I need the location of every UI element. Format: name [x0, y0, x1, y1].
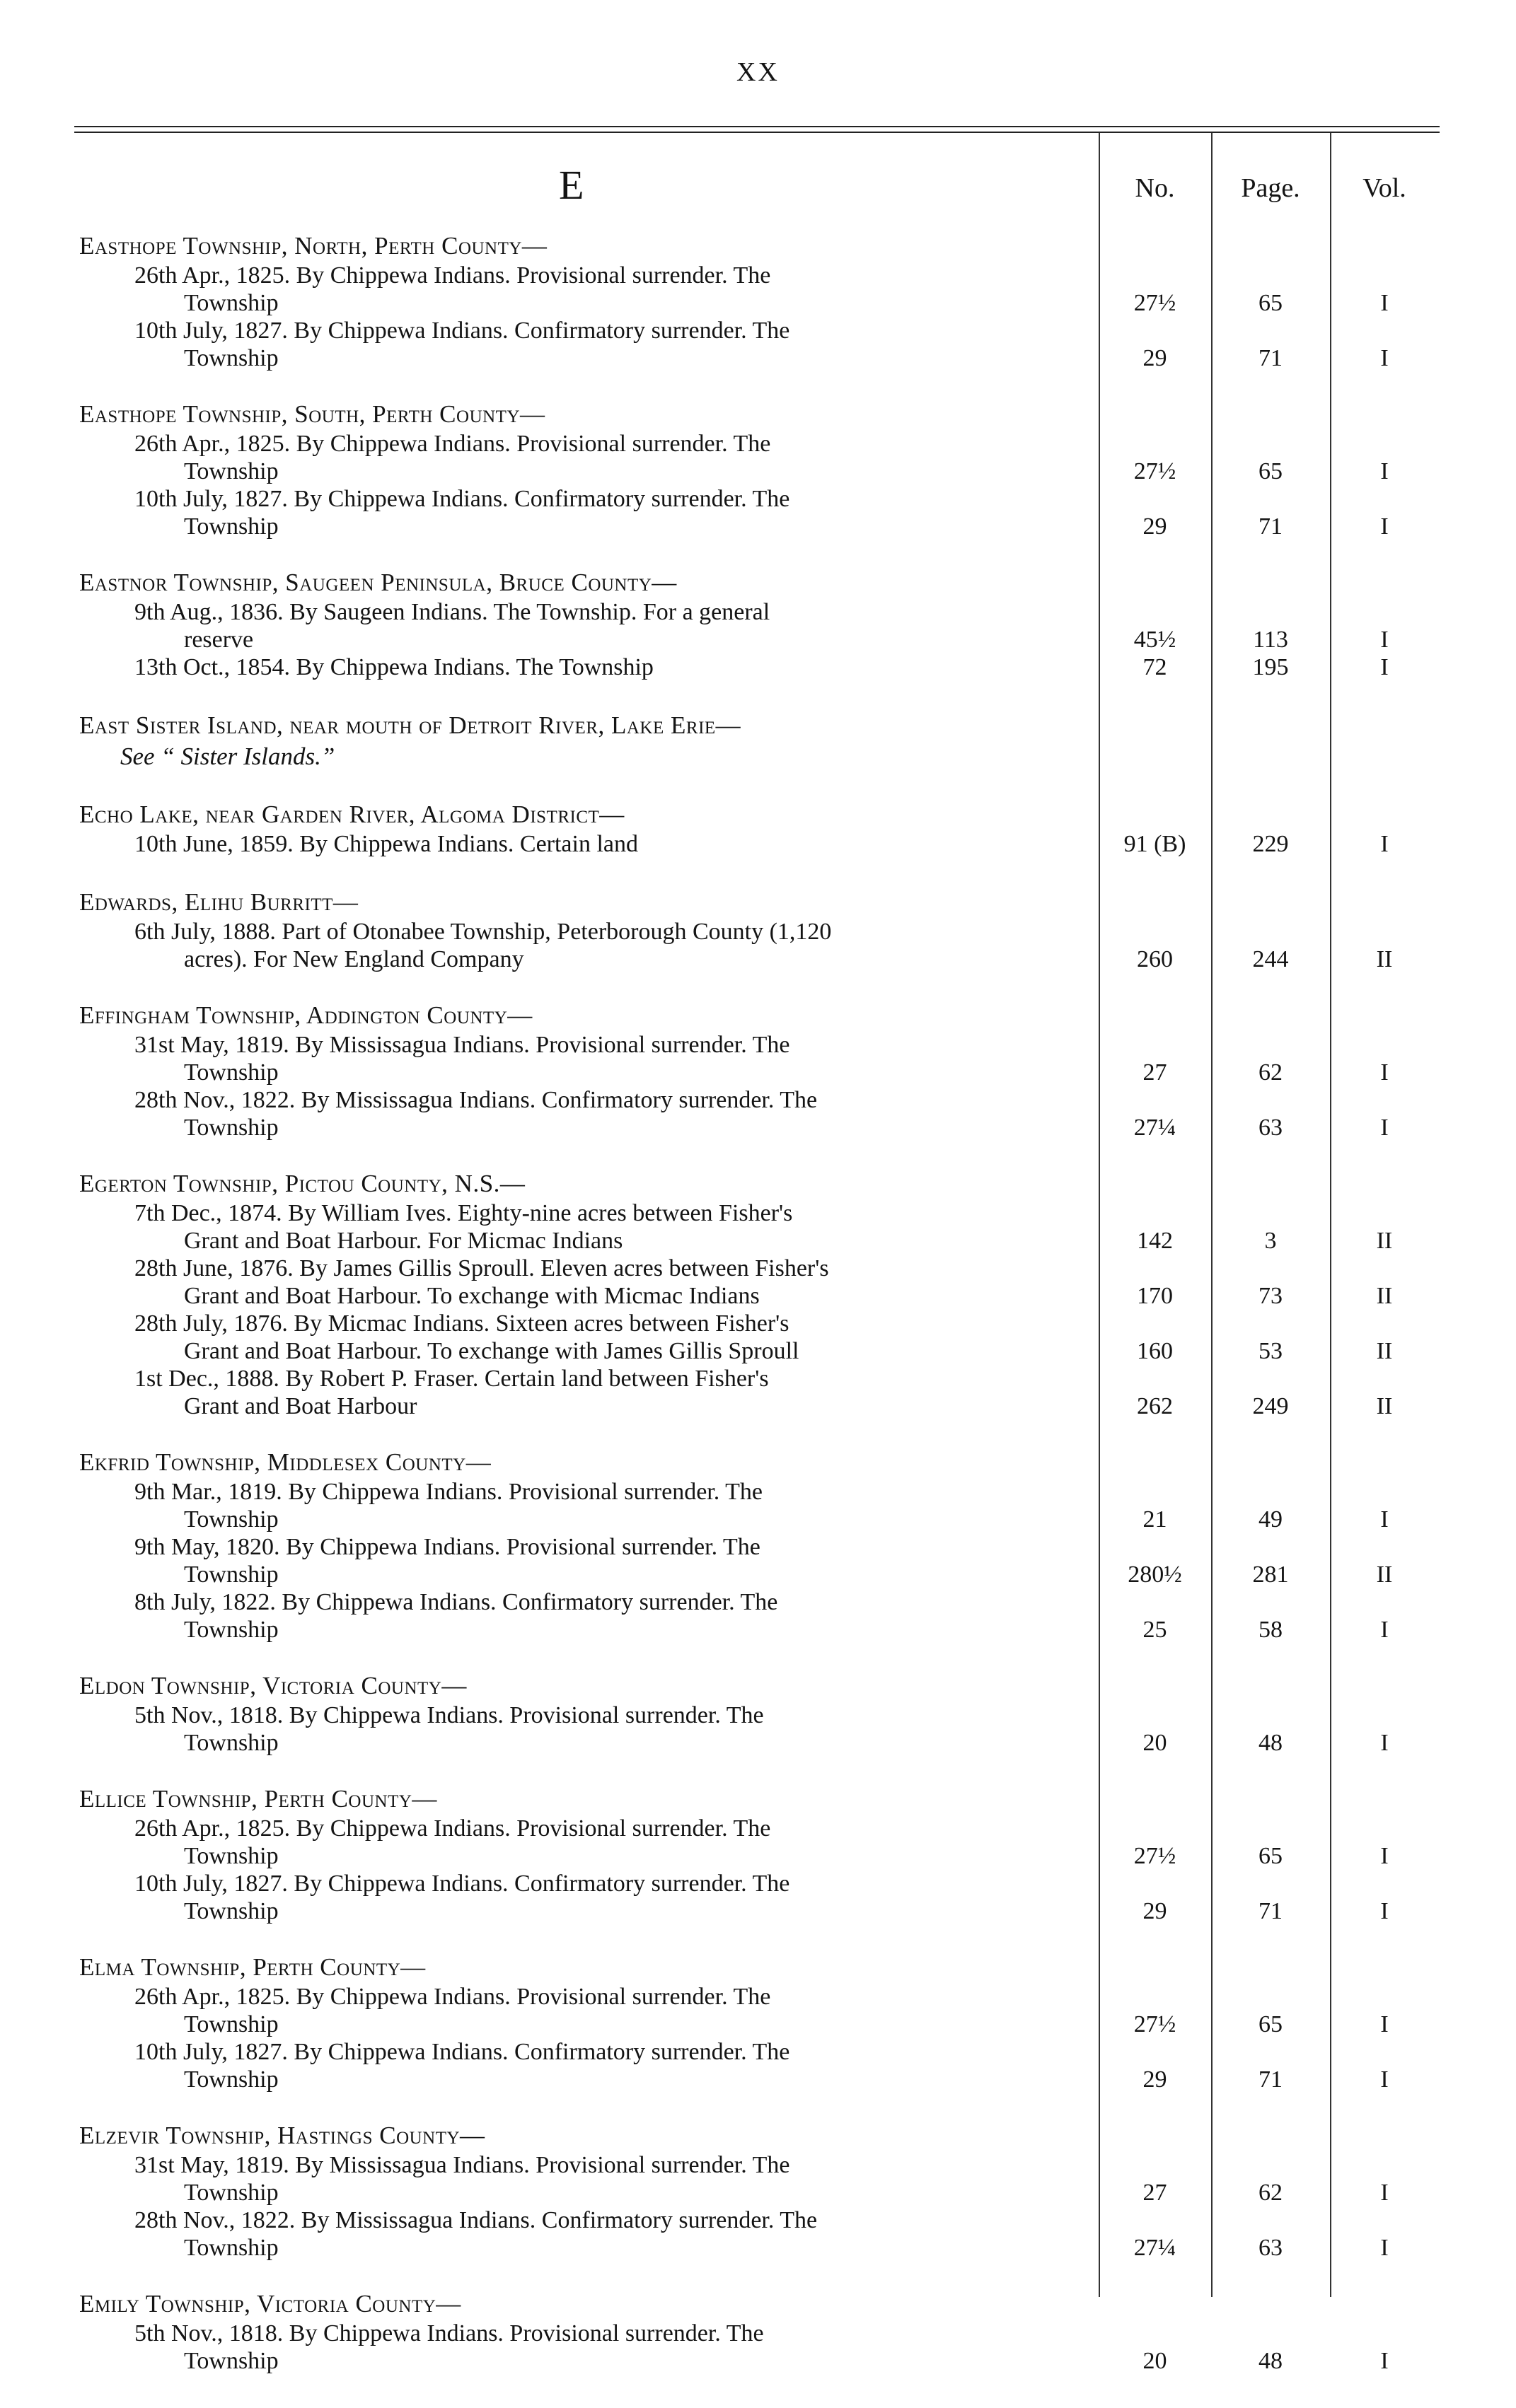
treaty-row	[0, 1815, 1516, 1870]
treaty-page: 244	[1252, 946, 1289, 972]
section-letter: E	[559, 162, 584, 208]
treaty-description-line: 28th Nov., 1822. By Mississagua Indians. Confirmatory surrender. The	[134, 2207, 818, 2233]
treaty-description	[134, 1255, 1093, 1310]
treaty-row	[0, 918, 1516, 973]
treaty-description-line: 28th Nov., 1822. By Mississagua Indians. Confirmatory surrender. The	[134, 1087, 818, 1113]
treaty-row	[0, 2206, 1516, 2262]
treaty-description-line: 26th Apr., 1825. By Chippewa Indians. Provisional surrender. The	[134, 1815, 771, 1842]
treaty-description	[134, 1870, 1093, 1925]
treaty-volume: II	[1376, 1561, 1393, 1588]
treaty-row	[0, 830, 1516, 860]
treaty-page: 49	[1258, 1506, 1283, 1532]
treaty-volume: I	[1380, 290, 1389, 316]
treaty-page: 65	[1258, 290, 1283, 316]
treaty-description-continuation: Township	[184, 1115, 279, 1141]
treaty-row	[0, 1870, 1516, 1925]
treaty-number: 27½	[1133, 1843, 1176, 1869]
entry-title: Easthope Township, South, Perth County—	[79, 400, 545, 428]
treaty-row	[0, 317, 1516, 372]
index-entry	[0, 1952, 1516, 2093]
treaty-row	[0, 1086, 1516, 1141]
treaty-row	[0, 1310, 1516, 1365]
treaty-description-continuation: Township	[184, 2235, 279, 2261]
treaty-row	[0, 653, 1516, 683]
treaty-description-continuation: Township	[184, 1898, 279, 1924]
treaty-description	[134, 485, 1093, 540]
treaty-description	[134, 1086, 1093, 1141]
treaty-description-line: 10th June, 1859. By Chippewa Indians. Certain land	[134, 831, 639, 857]
treaty-description	[134, 598, 1093, 653]
treaty-description	[134, 830, 1093, 858]
treaty-page: 113	[1253, 627, 1288, 653]
treaty-row	[0, 1588, 1516, 1644]
treaty-description-continuation: Township	[184, 2180, 279, 2206]
treaty-volume: I	[1380, 458, 1389, 484]
treaty-description-continuation: Township	[184, 1506, 279, 1532]
treaty-row	[0, 1255, 1516, 1310]
index-entry	[0, 1168, 1516, 1420]
treaty-volume: I	[1380, 2235, 1389, 2261]
treaty-volume: II	[1376, 1283, 1393, 1309]
treaty-description	[134, 1031, 1093, 1086]
treaty-volume: II	[1376, 1228, 1393, 1254]
treaty-volume: I	[1380, 2011, 1389, 2037]
treaty-row	[0, 2151, 1516, 2206]
treaty-description	[134, 2038, 1093, 2093]
treaty-row	[0, 2320, 1516, 2375]
treaty-page: 281	[1252, 1561, 1289, 1588]
treaty-volume: I	[1380, 2348, 1389, 2374]
treaty-volume: I	[1380, 1617, 1389, 1643]
column-headers	[0, 162, 1516, 215]
entry-title: Elma Township, Perth County—	[79, 1953, 426, 1981]
treaty-description-line: 26th Apr., 1825. By Chippewa Indians. Provisional surrender. The	[134, 431, 771, 457]
index-entry	[0, 1000, 1516, 1141]
treaty-volume: I	[1380, 1730, 1389, 1756]
treaty-row	[0, 1365, 1516, 1420]
treaty-description-line: 9th Aug., 1836. By Saugeen Indians. The Township. For a general	[134, 599, 770, 625]
entry-title: Egerton Township, Pictou County, N.S.—	[79, 1170, 526, 1197]
treaty-description-continuation: Grant and Boat Harbour. To exchange with James Gillis Sproull	[184, 1338, 799, 1364]
treaty-volume: I	[1380, 1506, 1389, 1532]
treaty-description	[134, 1478, 1093, 1533]
treaty-number: 29	[1142, 345, 1167, 371]
entry-title: Eastnor Township, Saugeen Peninsula, Bruce County—	[79, 569, 677, 596]
treaty-description-continuation: Township	[184, 458, 279, 484]
index-entry	[0, 1670, 1516, 1757]
treaty-page: 65	[1258, 2011, 1283, 2037]
treaty-description-line: 13th Oct., 1854. By Chippewa Indians. The Township	[134, 654, 654, 680]
treaty-volume: I	[1380, 1115, 1389, 1141]
treaty-description	[134, 653, 1093, 681]
treaty-description-line: 10th July, 1827. By Chippewa Indians. Confirmatory surrender. The	[134, 2039, 790, 2065]
entry-title: Eldon Township, Victoria County—	[79, 1672, 467, 1699]
treaty-page: 63	[1258, 1115, 1283, 1141]
treaty-row	[0, 598, 1516, 653]
treaty-description	[134, 2206, 1093, 2262]
treaty-description	[134, 1365, 1093, 1420]
treaty-volume: II	[1376, 1338, 1393, 1364]
treaty-number: 260	[1137, 946, 1173, 972]
treaty-description-continuation: Township	[184, 290, 279, 316]
treaty-page: 65	[1258, 1843, 1283, 1869]
index-entry	[0, 2120, 1516, 2262]
treaty-description-continuation: Township	[184, 2011, 279, 2037]
treaty-page: 71	[1258, 1898, 1283, 1924]
entry-title: Edwards, Elihu Burritt—	[79, 888, 359, 916]
treaty-description-line: 26th Apr., 1825. By Chippewa Indians. Provisional surrender. The	[134, 262, 771, 289]
treaty-volume: I	[1380, 654, 1389, 680]
treaty-description-continuation: reserve	[184, 627, 254, 653]
treaty-page: 48	[1258, 2348, 1283, 2374]
treaty-row	[0, 485, 1516, 540]
treaty-row	[0, 1199, 1516, 1255]
treaty-description-line: 6th July, 1888. Part of Otonabee Township, Peterborough County (1,120	[134, 919, 832, 945]
treaty-description-line: 5th Nov., 1818. By Chippewa Indians. Provisional surrender. The	[134, 2320, 764, 2346]
treaty-number: 20	[1142, 2348, 1167, 2374]
treaty-page: 73	[1258, 1283, 1283, 1309]
treaty-description	[134, 2320, 1093, 2375]
treaty-description	[134, 262, 1093, 317]
treaty-number: 91 (B)	[1123, 831, 1186, 857]
treaty-description-line: 5th Nov., 1818. By Chippewa Indians. Provisional surrender. The	[134, 1702, 764, 1728]
page-number: XX	[736, 57, 780, 87]
treaty-number: 280½	[1128, 1561, 1182, 1588]
treaty-number: 170	[1137, 1283, 1173, 1309]
treaty-row	[0, 430, 1516, 485]
treaty-page: 58	[1258, 1617, 1283, 1643]
treaty-number: 45½	[1133, 627, 1176, 653]
treaty-description	[134, 918, 1093, 973]
treaty-volume: I	[1380, 1898, 1389, 1924]
treaty-volume: II	[1376, 946, 1393, 972]
treaty-page: 249	[1252, 1393, 1289, 1419]
treaty-description-line: 26th Apr., 1825. By Chippewa Indians. Provisional surrender. The	[134, 1984, 771, 2010]
treaty-row	[0, 262, 1516, 317]
treaty-volume: I	[1380, 1843, 1389, 1869]
treaty-number: 27½	[1133, 2011, 1176, 2037]
treaty-description	[134, 1588, 1093, 1644]
treaty-description-line: 1st Dec., 1888. By Robert P. Fraser. Certain land between Fisher's	[134, 1366, 769, 1392]
treaty-page: 71	[1258, 345, 1283, 371]
treaty-row	[0, 1478, 1516, 1533]
treaty-volume: I	[1380, 831, 1389, 857]
column-header-page: Page.	[1241, 173, 1300, 203]
treaty-page: 62	[1258, 2180, 1283, 2206]
treaty-description-continuation: Township	[184, 1617, 279, 1643]
treaty-description-continuation: Township	[184, 1059, 279, 1086]
treaty-description-line: 10th July, 1827. By Chippewa Indians. Confirmatory surrender. The	[134, 1871, 790, 1897]
treaty-volume: I	[1380, 513, 1389, 540]
treaty-number: 27¼	[1133, 2235, 1176, 2261]
treaty-description-continuation: Township	[184, 2348, 279, 2374]
treaty-description	[134, 1199, 1093, 1255]
column-header-vol: Vol.	[1362, 173, 1406, 203]
treaty-description-continuation: Township	[184, 2066, 279, 2093]
treaty-page: 65	[1258, 458, 1283, 484]
treaty-description-line: 10th July, 1827. By Chippewa Indians. Confirmatory surrender. The	[134, 486, 790, 512]
entry-title: Emily Township, Victoria County—	[79, 2290, 461, 2317]
index-entries	[0, 231, 1516, 2402]
treaty-description	[134, 317, 1093, 372]
treaty-number: 27¼	[1133, 1115, 1176, 1141]
entry-cross-reference: See “ Sister Islands.”	[120, 743, 335, 770]
treaty-row	[0, 2038, 1516, 2093]
entry-title: Ellice Township, Perth County—	[79, 1785, 437, 1813]
treaty-number: 262	[1137, 1393, 1173, 1419]
index-entry	[0, 231, 1516, 372]
entry-title: Elzevir Township, Hastings County—	[79, 2122, 485, 2149]
treaty-description-line: 7th Dec., 1874. By William Ives. Eighty-nine acres between Fisher's	[134, 1200, 793, 1226]
treaty-number: 160	[1137, 1338, 1173, 1364]
entry-title: Effingham Township, Addington County—	[79, 1001, 533, 1029]
index-entry	[0, 1447, 1516, 1644]
column-header-no: No.	[1135, 173, 1175, 203]
header-rule	[74, 126, 1440, 133]
treaty-description	[134, 1983, 1093, 2038]
entry-title: Easthope Township, North, Perth County—	[79, 232, 548, 260]
treaty-description-continuation: Grant and Boat Harbour. To exchange with Micmac Indians	[184, 1283, 760, 1309]
index-entry	[0, 399, 1516, 540]
index-entry	[0, 1784, 1516, 1925]
index-entry	[0, 887, 1516, 973]
treaty-description-continuation: Grant and Boat Harbour. For Micmac Indians	[184, 1228, 623, 1254]
treaty-number: 27	[1142, 2180, 1167, 2206]
treaty-page: 53	[1258, 1338, 1283, 1364]
index-entry	[0, 2288, 1516, 2375]
treaty-number: 20	[1142, 1730, 1167, 1756]
treaty-number: 142	[1137, 1228, 1173, 1254]
treaty-page: 48	[1258, 1730, 1283, 1756]
treaty-number: 27½	[1133, 458, 1176, 484]
treaty-number: 29	[1142, 2066, 1167, 2093]
treaty-page: 3	[1264, 1228, 1277, 1254]
treaty-description	[134, 1310, 1093, 1365]
treaty-description-continuation: Township	[184, 345, 279, 371]
treaty-page: 62	[1258, 1059, 1283, 1086]
treaty-row	[0, 1031, 1516, 1086]
treaty-description-line: 31st May, 1819. By Mississagua Indians. Provisional surrender. The	[134, 2152, 790, 2178]
treaty-description	[134, 1702, 1093, 1757]
treaty-description-continuation: Township	[184, 513, 279, 540]
treaty-number: 72	[1142, 654, 1167, 680]
treaty-page: 63	[1258, 2235, 1283, 2261]
treaty-description-line: 28th June, 1876. By James Gillis Sproull. Eleven acres between Fisher's	[134, 1255, 829, 1281]
treaty-number: 21	[1142, 1506, 1167, 1532]
treaty-number: 27	[1142, 1059, 1167, 1086]
treaty-volume: I	[1380, 1059, 1389, 1086]
treaty-row	[0, 1983, 1516, 2038]
treaty-volume: I	[1380, 627, 1389, 653]
treaty-description-continuation: Township	[184, 1561, 279, 1588]
treaty-row	[0, 1533, 1516, 1588]
treaty-description-continuation: Township	[184, 1843, 279, 1869]
treaty-description-continuation: Grant and Boat Harbour	[184, 1393, 417, 1419]
index-entry	[0, 799, 1516, 860]
treaty-description-line: 31st May, 1819. By Mississagua Indians. Provisional surrender. The	[134, 1032, 790, 1058]
treaty-number: 29	[1142, 1898, 1167, 1924]
treaty-description-line: 8th July, 1822. By Chippewa Indians. Confirmatory surrender. The	[134, 1589, 778, 1615]
treaty-page: 195	[1252, 654, 1289, 680]
index-entry	[0, 710, 1516, 772]
entry-title: Ekfrid Township, Middlesex County—	[79, 1448, 492, 1476]
treaty-page: 71	[1258, 2066, 1283, 2093]
treaty-description-line: 9th May, 1820. By Chippewa Indians. Provisional surrender. The	[134, 1534, 760, 1560]
treaty-volume: I	[1380, 345, 1389, 371]
treaty-page: 229	[1252, 831, 1289, 857]
treaty-description-line: 9th Mar., 1819. By Chippewa Indians. Provisional surrender. The	[134, 1479, 763, 1505]
treaty-description-line: 10th July, 1827. By Chippewa Indians. Confirmatory surrender. The	[134, 318, 790, 344]
entry-title: Echo Lake, near Garden River, Algoma District—	[79, 801, 625, 828]
treaty-volume: I	[1380, 2066, 1389, 2093]
treaty-row	[0, 1702, 1516, 1757]
treaty-description-line: 28th July, 1876. By Micmac Indians. Sixteen acres between Fisher's	[134, 1310, 789, 1337]
treaty-volume: II	[1376, 1393, 1393, 1419]
index-entry	[0, 567, 1516, 683]
treaty-description-continuation: acres). For New England Company	[184, 946, 524, 972]
treaty-page: 71	[1258, 513, 1283, 540]
treaty-description	[134, 1815, 1093, 1870]
treaty-number: 27½	[1133, 290, 1176, 316]
treaty-volume: I	[1380, 2180, 1389, 2206]
treaty-description	[134, 2151, 1093, 2206]
treaty-description	[134, 1533, 1093, 1588]
entry-title: East Sister Island, near mouth of Detroit River, Lake Erie—	[79, 711, 741, 739]
treaty-description-continuation: Township	[184, 1730, 279, 1756]
treaty-number: 29	[1142, 513, 1167, 540]
treaty-number: 25	[1142, 1617, 1167, 1643]
treaty-description	[134, 430, 1093, 485]
